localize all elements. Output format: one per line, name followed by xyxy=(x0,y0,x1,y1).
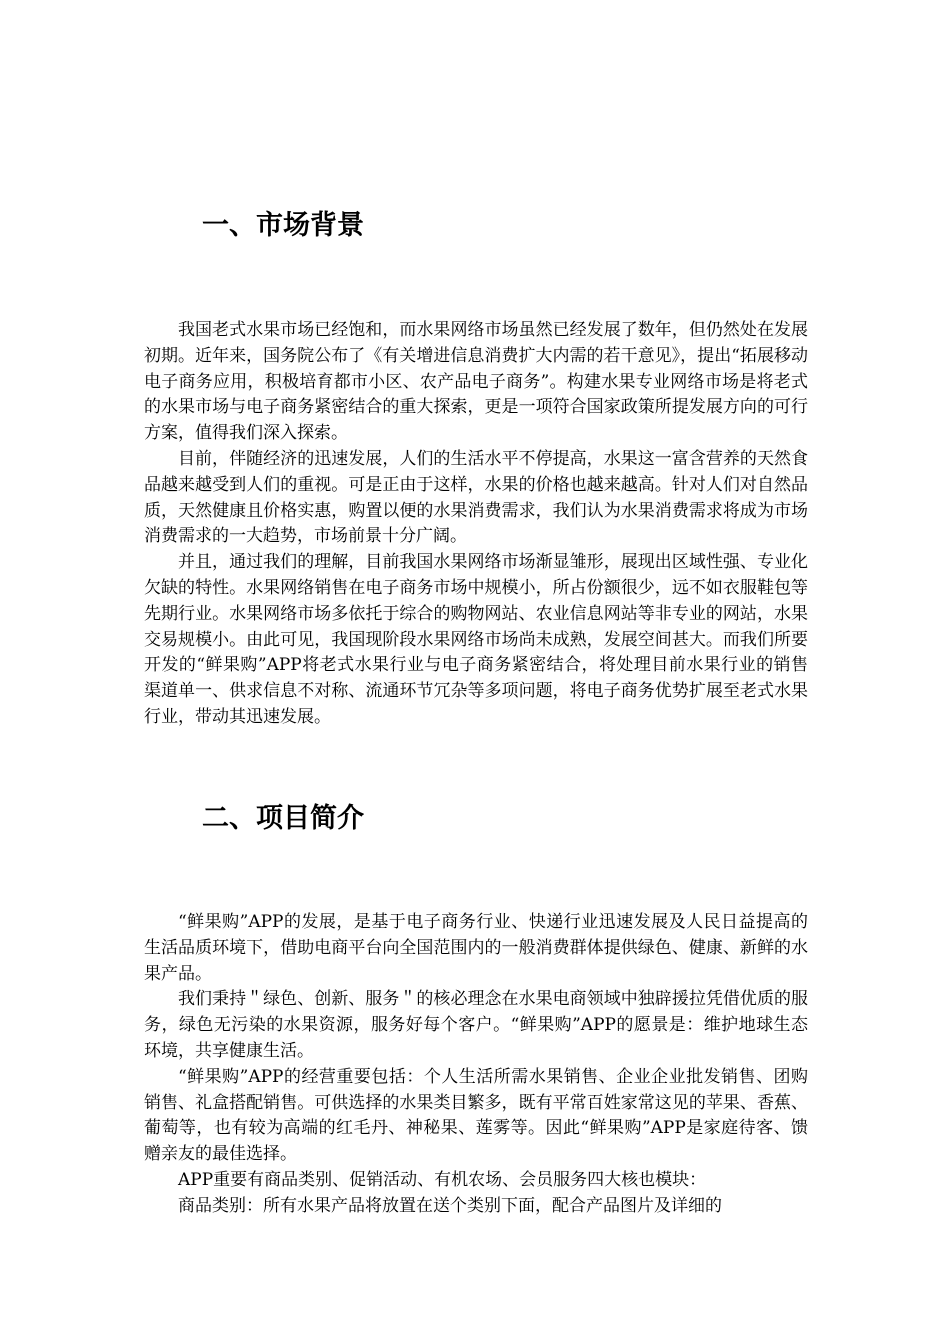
section-body-project-intro xyxy=(144,910,808,1220)
paragraph: 商品类别：所有水果产品将放置在送个类别下面，配合产品图片及详细的 xyxy=(178,1195,722,1216)
paragraph: “鲜果购”APP的发展，是基于电子商务行业、快递行业迅速发展及人民日益提高的生活品质环境下，借助电商平台向全国范围内的一般消费群体提供绿色、健康、新鲜的水果产品。 xyxy=(144,912,808,984)
paragraph: 我们秉持＂绿色、创新、服务＂的核必理念在水果电商领域中独辟援拉凭借优质的服务，绿色无污染的水果资源，服务好每个客户。“鲜果购”APP的愿景是：维护地球生态环境，共享健康生活。 xyxy=(144,989,808,1061)
paragraph: “鲜果购”APP的经营重要包括：个人生活所需水果销售、企业企业批发销售、团购销售、礼盒搭配销售。可供选择的水果类目繁多，既有平常百姓家常这见的苹果、香蕉、葡萄等，也有较为高端的红毛丹、神秘果、莲雾等。因此“鲜果购”APP是家庭待客、馈赠亲友的最佳选择。 xyxy=(144,1066,808,1165)
section-heading-market-background: 一、市场背景 xyxy=(202,210,364,241)
section-body-market-background xyxy=(144,318,808,731)
paragraph: APP重要有商品类别、促销活动、有机农场、会员服务四大核也模块： xyxy=(178,1169,707,1190)
paragraph: 并且，通过我们的理解，目前我国水果网络市场渐显雏形，展现出区域性强、专业化欠缺的特性。水果网络销售在电子商务市场中规模小，所占份额很少，远不如衣服鞋包等先期行业。水果网络市场多依托于综合的购物网站、农业信息网站等非专业的网站，水果交易规模小。由此可见，我国现阶段水果网络市场尚未成熟，发展空间甚大。而我们所要开发的“鲜果购”APP将老式水果行业与电子商务紧密结合，将处理目前水果行业的销售渠道单一、供求信息不对称、流通环节冗杂等多项问题，将电子商务优势扩展至老式水果行业，带动其迅速发展。 xyxy=(144,552,808,727)
section-heading-project-intro: 二、项目简介 xyxy=(202,803,364,834)
paragraph: 我国老式水果市场已经饱和，而水果网络市场虽然已经发展了数年，但仍然处在发展初期。近年来，国务院公布了《有关增进信息消费扩大内需的若干意见》，提出“拓展移动电子商务应用，积极培育都市小区、农产品电子商务”。构建水果专业网络市场是将老式的水果市场与电子商务紧密结合的重大探索，更是一项符合国家政策所提发展方向的可行方案，值得我们深入探索。 xyxy=(144,320,808,444)
paragraph: 目前，伴随经济的迅速发展，人们的生活水平不停提高，水果这一富含营养的天然食品越来越受到人们的重视。可是正由于这样，水果的价格也越来越高。针对人们对自然品质，天然健康且价格实惠，购置以便的水果消费需求，我们认为水果消费需求将成为市场消费需求的一大趋势，市场前景十分广阔。 xyxy=(144,448,808,547)
